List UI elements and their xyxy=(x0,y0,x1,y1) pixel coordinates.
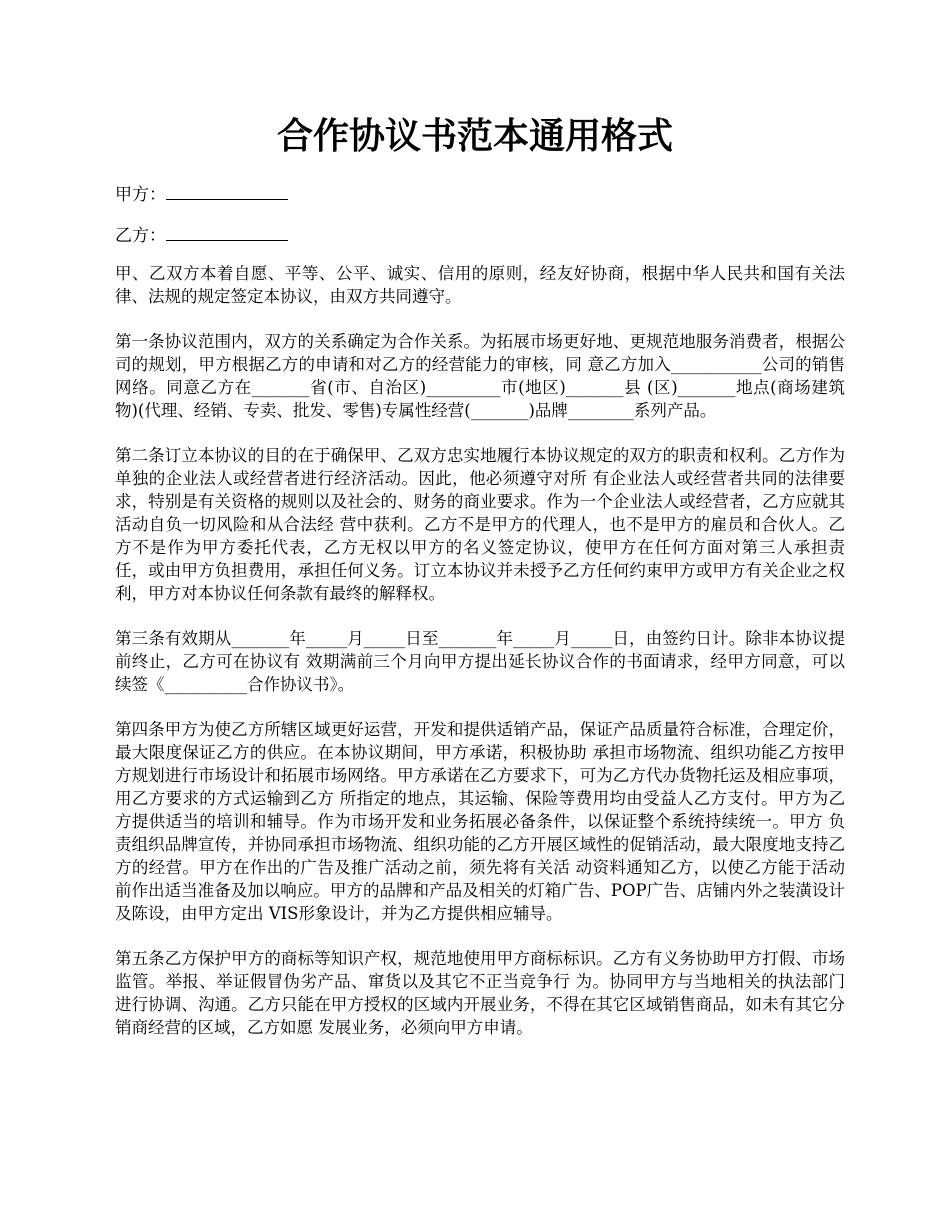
paragraph-article-5: 第五条乙方保护甲方的商标等知识产权，规范地使用甲方商标标识。乙方有义务协助甲方打假、市场监管。举报、举证假冒伪劣产品、窜货以及其它不正当竞争行 为。协同甲方与当地相关的执法部门进行协调、沟通。乙方只能在甲方授权的区域内开展业务，不得在其它区域销售商品，如未有其它分销商经营的区域，乙方如愿 发展业务，必须向甲方申请。 xyxy=(115,949,845,1037)
party-a-blank xyxy=(166,183,288,200)
document-body xyxy=(115,262,845,1061)
party-a-label: 甲方： xyxy=(115,185,166,205)
paragraph-preamble: 甲、乙双方本着自愿、平等、公平、诚实、信用的原则，经友好协商，根据中华人民共和国有关法律、法规的规定签定本协议，由双方共同遵守。 xyxy=(115,264,845,306)
party-b-label: 乙方： xyxy=(115,226,166,246)
party-a-line xyxy=(115,183,288,206)
paragraph-article-3: 第三条有效期从_______年_____月_____日至_______年_____月_____日，由签约日计。除非本协议提前终止，乙方可在协议有 效期满前三个月向甲方提出延长协议合作的书面请求，经甲方同意，可以续签《__________合作协议书》。 xyxy=(115,629,845,694)
paragraph-article-1: 第一条协议范围内，双方的关系确定为合作关系。为拓展市场更好地、更规范地服务消费者，根据公司的规划，甲方根据乙方的申请和对乙方的经营能力的审核，同 意乙方加入___________公司的销售网络。同意乙方在_______省(市、自治区)_________市(地区)_______县 (区)_______地点(商场建筑物)(代理、经销、专卖、批发、零售)专属性经营(_______)品牌________系列产品。 xyxy=(115,332,845,420)
paragraph-article-2: 第二条订立本协议的目的在于确保甲、乙双方忠实地履行本协议规定的双方的职责和权利。乙方作为单独的企业法人或经营者进行经济活动。因此，他必须遵守对所 有企业法人或经营者共同的法律要求，特别是有关资格的规则以及社会的、财务的商业要求。作为一个企业法人或经营者，乙方应就其活动自负一切风险和从合法经 营中获利。乙方不是甲方的代理人，也不是甲方的雇员和合伙人。乙方不是作为甲方委托代表，乙方无权以甲方的名义签定协议，使甲方在任何方面对第三人承担责 任，或由甲方负担费用，承担任何义务。订立本协议并未授予乙方任何约束甲方或甲方有关企业之权利，甲方对本协议任何条款有最终的解释权。 xyxy=(115,446,845,603)
party-b-line xyxy=(115,224,288,247)
document-title: 合作协议书范本通用格式 xyxy=(276,115,673,157)
paragraph-article-4: 第四条甲方为使乙方所辖区域更好运营，开发和提供适销产品，保证产品质量符合标准，合理定价，最大限度保证乙方的供应。在本协议期间，甲方承诺，积极协助 承担市场物流、组织功能乙方按甲方规划进行市场设计和拓展市场网络。甲方承诺在乙方要求下，可为乙方代办货物托运及相应事项，用乙方要求的方式运输到乙方 所指定的地点，其运输、保险等费用均由受益人乙方支付。甲方为乙方提供适当的培训和辅导。作为市场开发和业务拓展必备条件，以保证整个系统持续统一。甲方 负责组织品牌宣传，并协同承担市场物流、组织功能的乙方开展区域性的促销活动，最大限度地支持乙方的经营。甲方在作出的广告及推广活动之前，须先将有关活 动资料通知乙方，以使乙方能于活动前作出适当准备及加以响应。甲方的品牌和产品及相关的灯箱广告、POP广告、店铺内外之装潢设计及陈设，由甲方定出 VIS形象设计，并为乙方提供相应辅导。 xyxy=(115,720,845,923)
party-b-blank xyxy=(166,224,288,241)
